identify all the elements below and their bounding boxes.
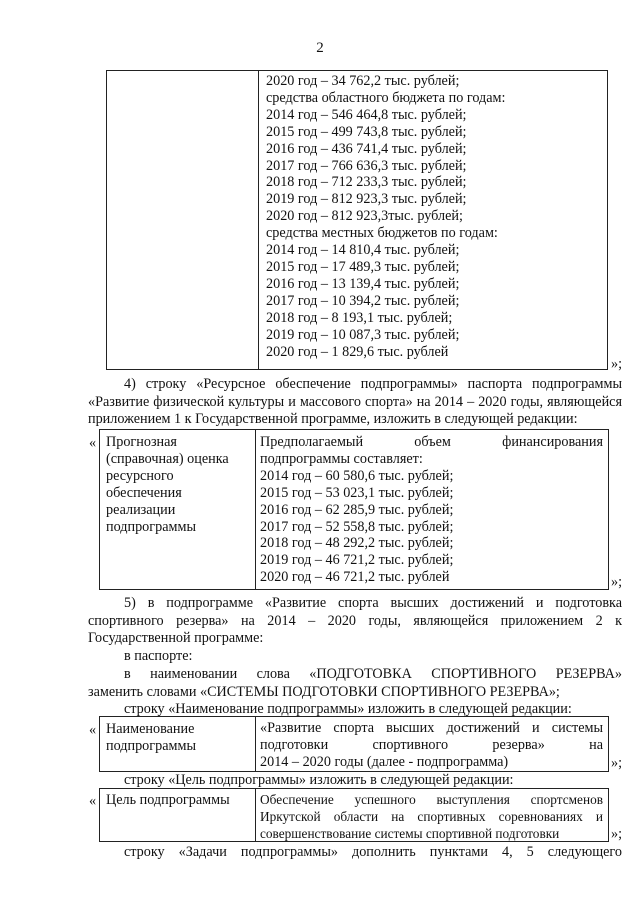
item-4-paragraph: [88, 376, 622, 429]
in-passport-line: [88, 648, 622, 666]
open-quote: «: [89, 435, 97, 451]
funding-line: 2020 год – 1 829,6 тыс. рублей: [266, 343, 449, 360]
funding-line: 2020 год – 34 762,2 тыс. рублей;: [266, 73, 460, 89]
open-quote: «: [89, 793, 97, 809]
funding-line: 2018 год – 712 233,3 тыс. рублей;: [266, 174, 467, 191]
goal-row-instruction: [88, 772, 622, 790]
label-cell: [106, 434, 251, 535]
paragraph-line: в наименовании слова «ПОДГОТОВКА СПОРТИВНОГО РЕЗЕРВА»: [124, 666, 622, 682]
paragraph-line: строку «Цель подпрограммы» изложить в следующей редакции:: [124, 772, 514, 788]
value-line: 2016 год – 62 285,9 тыс. рублей;: [260, 501, 454, 518]
label-line: обеспечения: [106, 484, 182, 501]
paragraph-line: приложением 1 к Государственной программе, изложить в следующей редакции:: [88, 411, 578, 427]
paragraph-line: Государственной программе:: [88, 630, 264, 646]
value-line: Предполагаемый объем финансирования: [260, 434, 603, 450]
page-number: 2: [316, 40, 324, 56]
funding-line: средства местных бюджетов по годам:: [266, 225, 498, 242]
funding-line: 2017 год – 10 394,2 тыс. рублей;: [266, 292, 460, 309]
funding-line: 2014 год – 546 464,8 тыс. рублей;: [266, 106, 467, 123]
paragraph-line: строку «Задачи подпрограммы» дополнить пунктами 4, 5 следующего: [124, 844, 622, 860]
label-line: Цель подпрограммы: [106, 792, 230, 808]
close-quote: »;: [611, 755, 623, 771]
resource-support-table: [99, 429, 609, 590]
label-line: реализации: [106, 501, 176, 518]
label-line: подпрограммы: [106, 518, 196, 535]
table-divider: [255, 430, 256, 589]
resources-table-continued: [106, 70, 608, 370]
close-quote: »;: [611, 826, 623, 842]
funding-by-year-cell: [266, 73, 601, 360]
funding-line: 2016 год – 436 741,4 тыс. рублей;: [266, 140, 467, 157]
funding-line: 2019 год – 812 923,3 тыс. рублей;: [266, 191, 467, 208]
table-divider: [255, 789, 256, 841]
funding-line: 2015 год – 499 743,8 тыс. рублей;: [266, 123, 467, 140]
value-cell: [260, 434, 603, 586]
funding-line: средства областного бюджета по годам:: [266, 89, 506, 106]
value-line: Обеспечение успешного выступления спортсменов: [260, 792, 603, 807]
paragraph-line: строку «Наименование подпрограммы» изложить в следующей редакции:: [124, 701, 572, 717]
funding-line: 2016 год – 13 139,4 тыс. рублей;: [266, 275, 460, 292]
name-change-paragraph: [88, 666, 622, 701]
tasks-row-instruction: [88, 844, 622, 862]
label-line: ресурсного: [106, 467, 174, 484]
funding-line: 2014 год – 14 810,4 тыс. рублей;: [266, 242, 460, 259]
value-line: 2018 год – 48 292,2 тыс. рублей;: [260, 535, 454, 552]
subprogram-goal-table: [99, 788, 609, 842]
table-divider: [255, 717, 256, 771]
paragraph-line: 5) в подпрограмме «Развитие спорта высших достижений и подготовка: [124, 595, 622, 611]
value-cell: [260, 720, 603, 771]
value-line: 2015 год – 53 023,1 тыс. рублей;: [260, 484, 454, 501]
item-5-paragraph: [88, 595, 622, 648]
close-quote: »;: [611, 356, 623, 372]
label-cell: [106, 792, 251, 809]
value-line: Иркутской области на спортивных соревнованиях и: [260, 808, 603, 824]
table-divider: [258, 71, 259, 369]
paragraph-line: заменить словами «СИСТЕМЫ ПОДГОТОВКИ СПОРТИВНОГО РЕЗЕРВА»;: [88, 683, 560, 700]
value-line: 2020 год – 46 721,2 тыс. рублей: [260, 569, 450, 586]
value-cell: [260, 792, 603, 843]
paragraph-line: в паспорте:: [124, 648, 193, 664]
value-line: «Развитие спорта высших достижений и системы: [260, 720, 603, 736]
value-line: 2014 – 2020 годы (далее - подпрограмма): [260, 753, 509, 770]
value-line: 2017 год – 52 558,8 тыс. рублей;: [260, 518, 454, 535]
funding-line: 2015 год – 17 489,3 тыс. рублей;: [266, 258, 460, 275]
funding-line: 2020 год – 812 923,3тыс. рублей;: [266, 208, 463, 225]
label-line: Прогнозная: [106, 434, 177, 450]
label-line: Наименование: [106, 721, 195, 737]
close-quote: »;: [611, 574, 623, 590]
funding-line: 2018 год – 8 193,1 тыс. рублей;: [266, 309, 453, 326]
label-cell: [106, 721, 251, 755]
value-line: подготовки спортивного резерва» на: [260, 736, 603, 753]
funding-line: 2019 год – 10 087,3 тыс. рублей;: [266, 326, 460, 343]
open-quote: «: [89, 722, 97, 738]
value-line: 2014 год – 60 580,6 тыс. рублей;: [260, 467, 454, 484]
value-line: подпрограммы составляет:: [260, 450, 423, 467]
value-line: 2019 год – 46 721,2 тыс. рублей;: [260, 552, 454, 569]
paragraph-line: спортивного резерва» на 2014 – 2020 годы, являющейся приложением 2 к: [88, 612, 622, 629]
value-line: совершенствование системы спортивной подготовки: [260, 825, 560, 841]
subprogram-name-table: [99, 716, 609, 772]
label-line: (справочная) оценка: [106, 450, 229, 467]
paragraph-line: 4) строку «Ресурсное обеспечение подпрограммы» паспорта подпрограммы: [124, 376, 622, 392]
label-line: подпрограммы: [106, 737, 196, 754]
funding-line: 2017 год – 766 636,3 тыс. рублей;: [266, 157, 467, 174]
paragraph-line: «Развитие физической культуры и массового спорта» на 2014 – 2020 годы, являющейся: [88, 393, 622, 410]
